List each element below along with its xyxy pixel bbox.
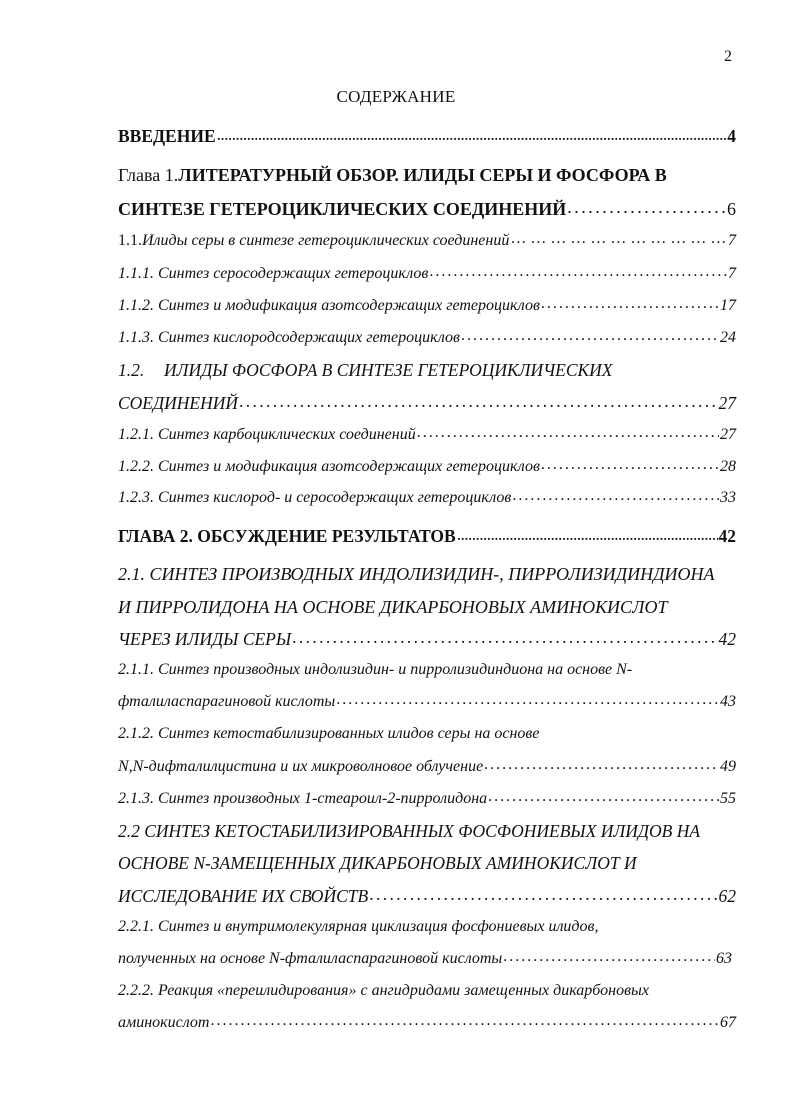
toc-entry-2-1-3[interactable]	[118, 790, 736, 808]
toc-entry-text: 1.2.1. Синтез карбоциклических соединений	[118, 426, 416, 443]
toc-page-number: 6	[727, 199, 736, 219]
toc-entry-text: ЛИТЕРАТУРНЫЙ ОБЗОР. ИЛИДЫ СЕРЫ И ФОСФОРА В	[178, 165, 667, 185]
toc-entry-text: 1.1.3. Синтез кислородсодержащих гетероциклов	[118, 329, 460, 346]
toc-page-number: 28	[720, 458, 736, 475]
toc-page-number: 55	[720, 790, 736, 807]
dot-leader	[488, 788, 719, 806]
toc-page-number: 27	[720, 426, 736, 443]
dot-leader	[292, 627, 717, 648]
toc-page-number: 24	[720, 329, 736, 346]
toc-entry-2-2-cont-a[interactable]	[118, 853, 736, 874]
toc-entry-2-2-1[interactable]	[118, 918, 736, 936]
dot-leader	[541, 456, 719, 474]
dot-leader	[336, 691, 719, 709]
toc-entry-text: N,N-дифталилцистина и их микроволновое облучение	[118, 758, 484, 775]
dot-leader	[510, 230, 727, 248]
dot-leader	[461, 327, 719, 345]
toc-entry-text: 2.1.1. Синтез производных индолизидин- и пирролизидиндиона на основе N-	[118, 661, 633, 678]
toc-page-number: 7	[728, 232, 736, 249]
toc-entry-text: полученных на основе N-фталиласпарагиновой кислоты	[118, 950, 503, 967]
toc-chapter-label: Глава 1.	[118, 165, 179, 185]
toc-page-number: 7	[728, 265, 736, 282]
toc-entry-2-2-2-cont[interactable]	[118, 1014, 736, 1032]
toc-entry-text: Илиды серы в синтезе гетероциклических соединений	[142, 232, 510, 249]
toc-entry-1-2-3[interactable]	[118, 489, 736, 507]
toc-entry-2-1-2[interactable]	[118, 725, 736, 743]
toc-entry-2-2-1-cont[interactable]	[118, 950, 732, 968]
toc-entry-text: 1.1.1. Синтез серосодержащих гетероциклов	[118, 265, 429, 282]
dot-leader	[484, 756, 719, 774]
toc-entry-text: 1.1.2. Синтез и модификация азотсодержащих гетероциклов	[118, 297, 540, 314]
toc-title: СОДЕРЖАНИЕ	[336, 87, 456, 106]
toc-entry-2-2-cont-b[interactable]	[118, 886, 736, 907]
toc-entry-text: 2.2.1. Синтез и внутримолекулярная циклизация фосфониевых илидов,	[118, 918, 599, 935]
dot-leader	[503, 948, 715, 966]
page-number: 2	[724, 48, 732, 65]
toc-entry-1-1-3[interactable]	[118, 329, 736, 347]
toc-entry-2-1-1-cont[interactable]	[118, 693, 736, 711]
toc-entry-1-1-2[interactable]	[118, 297, 736, 315]
toc-page-number: 63	[716, 950, 732, 967]
toc-entry-text: ИЛИДЫ ФОСФОРА В СИНТЕЗЕ ГЕТЕРОЦИКЛИЧЕСКИХ	[164, 360, 613, 380]
dot-leader	[417, 424, 719, 442]
toc-entry-1-1-1[interactable]	[118, 265, 736, 283]
toc-page-number: 49	[720, 758, 736, 775]
toc-entry-1-2-cont[interactable]	[118, 393, 736, 414]
toc-entry-1-2-2[interactable]	[118, 458, 736, 476]
toc-entry-chapter-1[interactable]	[118, 165, 736, 186]
toc-entry-text: 1.2.2. Синтез и модификация азотсодержащих гетероциклов	[118, 458, 540, 475]
toc-entry-text: ИССЛЕДОВАНИЕ ИХ СВОЙСТВ	[118, 886, 369, 906]
toc-entry-2-1-cont-a[interactable]	[118, 597, 742, 618]
toc-entry-text: ОСНОВЕ N-ЗАМЕЩЕННЫХ ДИКАРБОНОВЫХ АМИНОКИСЛОТ И	[118, 853, 637, 873]
toc-page-number: 27	[718, 393, 736, 413]
toc-page-number: 17	[720, 297, 736, 314]
toc-page-number: 33	[720, 489, 736, 506]
toc-page-number: 42	[718, 629, 736, 649]
toc-entry-text: 2.1. СИНТЕЗ ПРОИЗВОДНЫХ ИНДОЛИЗИДИН-, ПИРРОЛИЗИДИНДИОНА	[118, 564, 715, 584]
toc-page-number: 43	[720, 693, 736, 710]
toc-entry-2-2[interactable]	[118, 821, 742, 842]
toc-entry-text: 2.1.3. Синтез производных 1-стеароил-2-пирролидона	[118, 790, 488, 807]
dot-leader	[217, 124, 727, 145]
toc-entry-1-1[interactable]	[118, 232, 736, 250]
toc-entry-text: 1.2.3. Синтез кислород- и серосодержащих гетероциклов	[118, 489, 512, 506]
toc-entry-2-1[interactable]	[118, 564, 742, 585]
toc-page-number: 67	[720, 1014, 736, 1031]
dot-leader	[512, 487, 719, 505]
toc-entry-text: 2.2 СИНТЕЗ КЕТОСТАБИЛИЗИРОВАННЫХ ФОСФОНИЕВЫХ ИЛИДОВ НА	[118, 821, 701, 841]
toc-entry-text: фталиласпарагиновой кислоты	[118, 693, 336, 710]
toc-entry-2-1-2-cont[interactable]	[118, 758, 736, 776]
toc-section-number: 1.1.	[118, 232, 142, 249]
toc-page-number: 4	[727, 126, 736, 146]
toc-entry-text: ГЛАВА 2. ОБСУЖДЕНИЕ РЕЗУЛЬТАТОВ	[118, 526, 456, 546]
toc-entry-introduction[interactable]	[118, 126, 736, 147]
dot-leader	[567, 197, 726, 218]
toc-entry-text: 2.1.2. Синтез кетостабилизированных илидов серы на основе	[118, 725, 540, 742]
dot-leader	[369, 884, 717, 905]
toc-entry-1-2-1[interactable]	[118, 426, 736, 444]
toc-entry-2-1-1[interactable]	[118, 661, 742, 679]
dot-leader	[239, 391, 717, 412]
toc-entry-2-2-2[interactable]	[118, 982, 740, 1000]
toc-entry-chapter-2[interactable]	[118, 526, 736, 547]
dot-leader	[210, 1012, 719, 1030]
dot-leader	[457, 524, 718, 545]
toc-entry-text: ВВЕДЕНИЕ	[118, 126, 216, 146]
toc-entry-text: 2.2.2. Реакция «переилидирования» с ангидридами замещенных дикарбоновых	[118, 982, 649, 999]
toc-entry-text: ЧЕРЕЗ ИЛИДЫ СЕРЫ	[118, 629, 292, 649]
toc-entry-text: СИНТЕЗЕ ГЕТЕРОЦИКЛИЧЕСКИХ СОЕДИНЕНИЙ	[118, 199, 567, 219]
toc-entry-text: И ПИРРОЛИДОНА НА ОСНОВЕ ДИКАРБОНОВЫХ АМИНОКИСЛОТ	[118, 597, 668, 617]
toc-entry-2-1-cont-b[interactable]	[118, 629, 736, 650]
dot-leader	[541, 295, 719, 313]
toc-page-number: 42	[718, 526, 736, 546]
toc-entry-text: СОЕДИНЕНИЙ	[118, 393, 239, 413]
toc-entry-text: аминокислот	[118, 1014, 210, 1031]
toc-page-number: 62	[718, 886, 736, 906]
toc-entry-1-2[interactable]	[118, 360, 736, 381]
toc-section-number: 1.2.	[118, 360, 145, 380]
dot-leader	[429, 263, 727, 281]
toc-entry-chapter-1-cont[interactable]	[118, 199, 736, 220]
